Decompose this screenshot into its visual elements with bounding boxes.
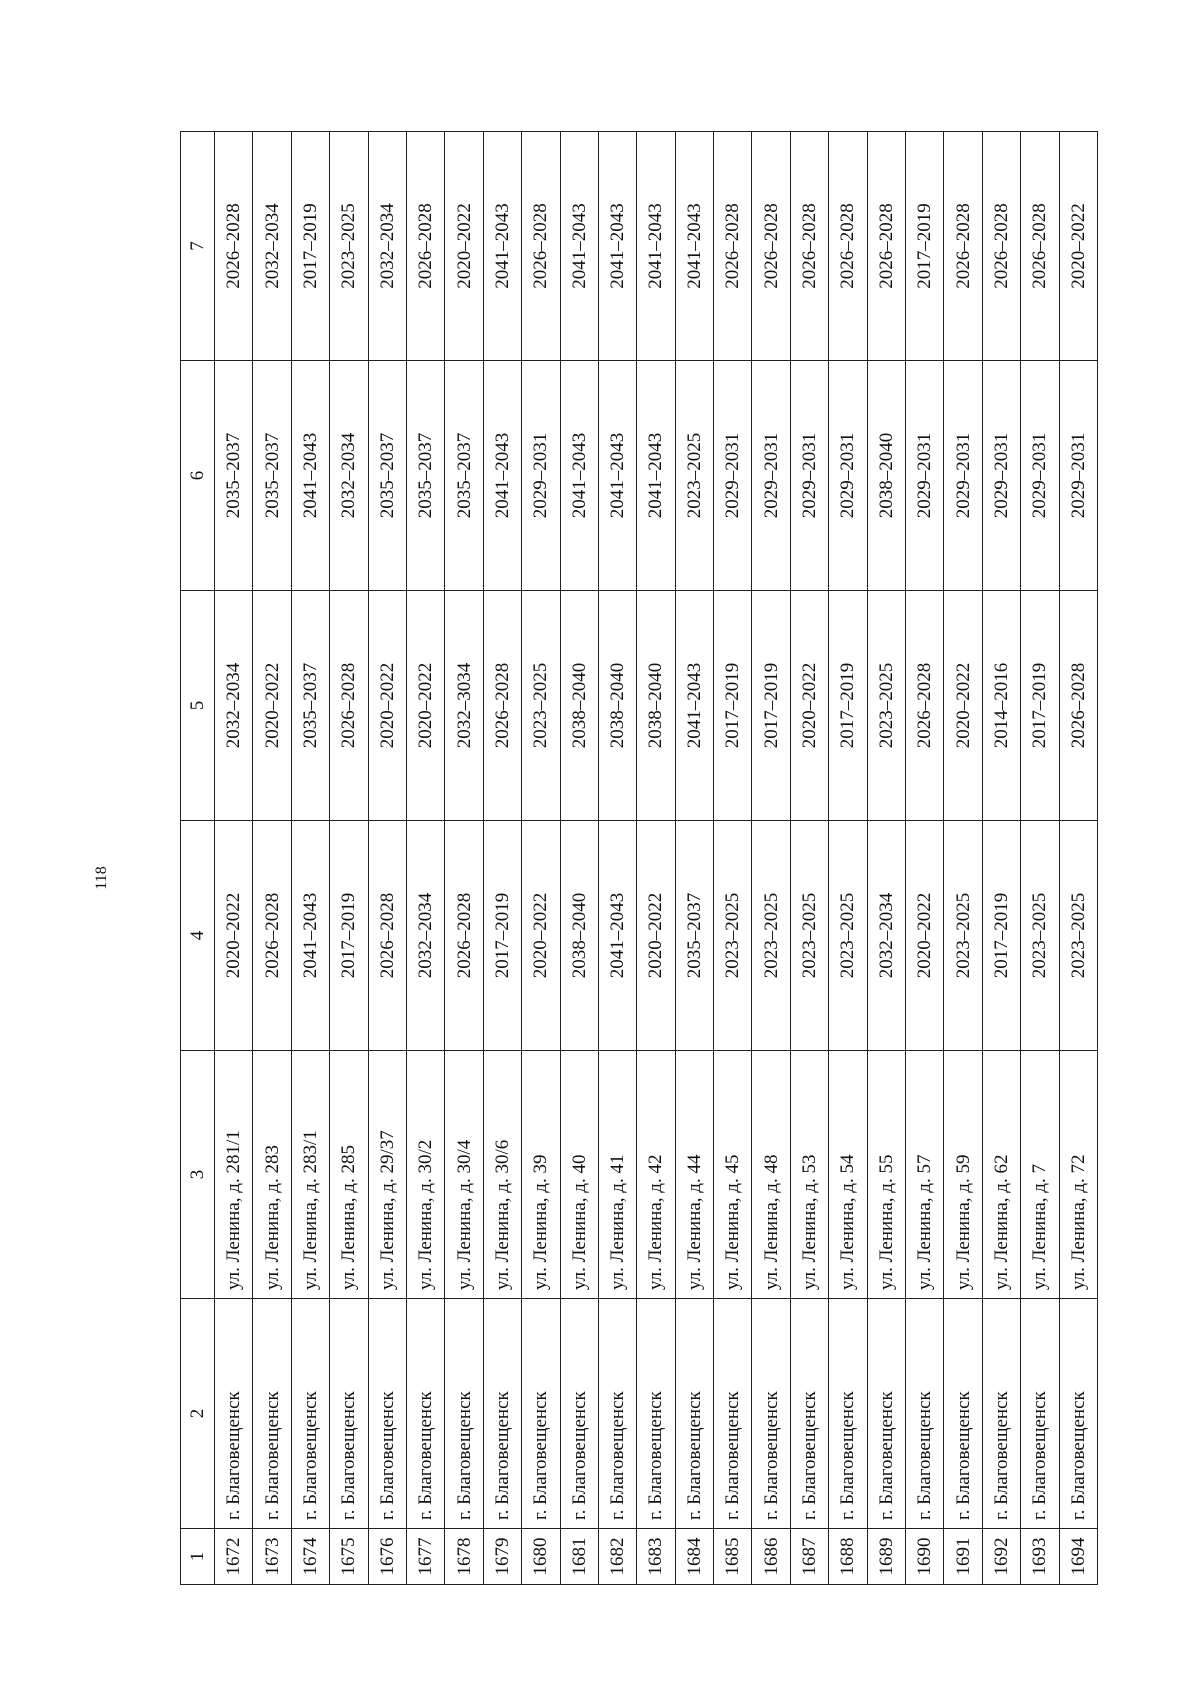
- city-cell: г. Благовещенск: [368, 1299, 406, 1529]
- table-row: [906, 132, 944, 1585]
- period-cell-5: 2038–2040: [560, 591, 598, 821]
- address-cell: ул. Ленина, д. 44: [675, 1051, 713, 1299]
- period-cell-4: 2023–2025: [829, 821, 867, 1051]
- period-cell-5: 2026–2028: [906, 591, 944, 821]
- city-cell: г. Благовещенск: [752, 1299, 790, 1529]
- city-cell: г. Благовещенск: [522, 1299, 560, 1529]
- city-cell: г. Благовещенск: [560, 1299, 598, 1529]
- period-cell-7: 2026–2028: [944, 132, 982, 361]
- period-cell-6: 2029–2031: [982, 361, 1020, 591]
- column-header-5: 5: [181, 591, 215, 821]
- row-number-cell: 1673: [253, 1529, 291, 1585]
- period-cell-6: 2041–2043: [598, 361, 636, 591]
- period-cell-4: 2017–2019: [330, 821, 368, 1051]
- period-cell-5: 2035–2037: [291, 591, 329, 821]
- period-cell-4: 2023–2025: [1021, 821, 1059, 1051]
- address-cell: ул. Ленина, д. 55: [867, 1051, 905, 1299]
- table-header-row: [181, 132, 215, 1585]
- address-cell: ул. Ленина, д. 57: [906, 1051, 944, 1299]
- period-cell-7: 2020–2022: [445, 132, 483, 361]
- period-cell-7: 2041–2043: [637, 132, 675, 361]
- table-row: [675, 132, 713, 1585]
- period-cell-5: 2032–3034: [445, 591, 483, 821]
- period-cell-4: 2035–2037: [675, 821, 713, 1051]
- row-number-cell: 1679: [483, 1529, 521, 1585]
- period-cell-4: 2026–2028: [368, 821, 406, 1051]
- period-cell-5: 2017–2019: [1021, 591, 1059, 821]
- address-cell: ул. Ленина, д. 39: [522, 1051, 560, 1299]
- table-row: [752, 132, 790, 1585]
- period-cell-6: 2041–2043: [291, 361, 329, 591]
- period-cell-4: 2026–2028: [445, 821, 483, 1051]
- column-header-7: 7: [181, 132, 215, 361]
- period-cell-5: 2014–2016: [982, 591, 1020, 821]
- period-cell-6: 2029–2031: [790, 361, 828, 591]
- period-cell-7: 2026–2028: [867, 132, 905, 361]
- period-cell-5: 2041–2043: [675, 591, 713, 821]
- table-row: [330, 132, 368, 1585]
- period-cell-4: 2023–2025: [944, 821, 982, 1051]
- address-cell: ул. Ленина, д. 45: [714, 1051, 752, 1299]
- table-row: [598, 132, 636, 1585]
- table-body: [215, 132, 1098, 1585]
- city-cell: г. Благовещенск: [982, 1299, 1020, 1529]
- period-cell-6: 2035–2037: [253, 361, 291, 591]
- row-number-cell: 1690: [906, 1529, 944, 1585]
- table-row: [867, 132, 905, 1585]
- city-cell: г. Благовещенск: [714, 1299, 752, 1529]
- table-row: [483, 132, 521, 1585]
- period-cell-6: 2023–2025: [675, 361, 713, 591]
- period-cell-5: 2020–2022: [253, 591, 291, 821]
- table-rotator: [180, 132, 1098, 1585]
- column-header-3: 3: [181, 1051, 215, 1299]
- period-cell-4: 2038–2040: [560, 821, 598, 1051]
- table-row: [714, 132, 752, 1585]
- row-number-cell: 1691: [944, 1529, 982, 1585]
- row-number-cell: 1685: [714, 1529, 752, 1585]
- address-cell: ул. Ленина, д. 54: [829, 1051, 867, 1299]
- period-cell-6: 2035–2037: [406, 361, 444, 591]
- period-cell-5: 2026–2028: [1059, 591, 1097, 821]
- table-row: [368, 132, 406, 1585]
- table-row: [637, 132, 675, 1585]
- period-cell-7: 2026–2028: [714, 132, 752, 361]
- period-cell-7: 2026–2028: [522, 132, 560, 361]
- period-cell-4: 2041–2043: [291, 821, 329, 1051]
- row-number-cell: 1680: [522, 1529, 560, 1585]
- row-number-cell: 1677: [406, 1529, 444, 1585]
- period-cell-4: 2020–2022: [637, 821, 675, 1051]
- table-row: [790, 132, 828, 1585]
- address-cell: ул. Ленина, д. 283/1: [291, 1051, 329, 1299]
- address-cell: ул. Ленина, д. 53: [790, 1051, 828, 1299]
- city-cell: г. Благовещенск: [1059, 1299, 1097, 1529]
- address-cell: ул. Ленина, д. 7: [1021, 1051, 1059, 1299]
- city-cell: г. Благовещенск: [445, 1299, 483, 1529]
- period-cell-7: 2026–2028: [790, 132, 828, 361]
- table-row: [291, 132, 329, 1585]
- column-header-1: 1: [181, 1529, 215, 1585]
- period-cell-4: 2020–2022: [522, 821, 560, 1051]
- address-cell: ул. Ленина, д. 281/1: [215, 1051, 253, 1299]
- table-row: [1059, 132, 1097, 1585]
- period-cell-5: 2020–2022: [790, 591, 828, 821]
- period-cell-5: 2038–2040: [598, 591, 636, 821]
- period-cell-4: 2023–2025: [1059, 821, 1097, 1051]
- address-cell: ул. Ленина, д. 62: [982, 1051, 1020, 1299]
- city-cell: г. Благовещенск: [944, 1299, 982, 1529]
- period-cell-5: 2017–2019: [752, 591, 790, 821]
- city-cell: г. Благовещенск: [483, 1299, 521, 1529]
- period-cell-6: 2029–2031: [906, 361, 944, 591]
- period-cell-4: 2017–2019: [483, 821, 521, 1051]
- city-cell: г. Благовещенск: [253, 1299, 291, 1529]
- period-cell-7: 2026–2028: [406, 132, 444, 361]
- row-number-cell: 1693: [1021, 1529, 1059, 1585]
- period-cell-7: 2041–2043: [675, 132, 713, 361]
- period-cell-5: 2020–2022: [944, 591, 982, 821]
- period-cell-6: 2035–2037: [445, 361, 483, 591]
- page-number: 118: [93, 866, 110, 890]
- period-cell-7: 2020–2022: [1059, 132, 1097, 361]
- period-cell-7: 2017–2019: [906, 132, 944, 361]
- period-cell-5: 2038–2040: [637, 591, 675, 821]
- city-cell: г. Благовещенск: [215, 1299, 253, 1529]
- repair-schedule-table: [180, 131, 1098, 1585]
- address-cell: ул. Ленина, д. 41: [598, 1051, 636, 1299]
- address-cell: ул. Ленина, д. 40: [560, 1051, 598, 1299]
- period-cell-7: 2026–2028: [829, 132, 867, 361]
- period-cell-6: 2032–2034: [330, 361, 368, 591]
- period-cell-7: 2032–2034: [368, 132, 406, 361]
- address-cell: ул. Ленина, д. 72: [1059, 1051, 1097, 1299]
- period-cell-4: 2017–2019: [982, 821, 1020, 1051]
- city-cell: г. Благовещенск: [867, 1299, 905, 1529]
- period-cell-7: 2026–2028: [752, 132, 790, 361]
- table-row: [522, 132, 560, 1585]
- period-cell-5: 2020–2022: [368, 591, 406, 821]
- period-cell-4: 2041–2043: [598, 821, 636, 1051]
- period-cell-7: 2026–2028: [1021, 132, 1059, 361]
- period-cell-5: 2017–2019: [829, 591, 867, 821]
- period-cell-6: 2041–2043: [483, 361, 521, 591]
- period-cell-6: 2038–2040: [867, 361, 905, 591]
- city-cell: г. Благовещенск: [330, 1299, 368, 1529]
- period-cell-5: 2026–2028: [483, 591, 521, 821]
- city-cell: г. Благовещенск: [675, 1299, 713, 1529]
- row-number-cell: 1689: [867, 1529, 905, 1585]
- rotated-table-container: [180, 132, 1098, 1585]
- period-cell-6: 2029–2031: [944, 361, 982, 591]
- period-cell-7: 2023–2025: [330, 132, 368, 361]
- table-row: [560, 132, 598, 1585]
- table-row: [944, 132, 982, 1585]
- period-cell-7: 2041–2043: [598, 132, 636, 361]
- row-number-cell: 1688: [829, 1529, 867, 1585]
- row-number-cell: 1684: [675, 1529, 713, 1585]
- period-cell-7: 2026–2028: [215, 132, 253, 361]
- address-cell: ул. Ленина, д. 283: [253, 1051, 291, 1299]
- address-cell: ул. Ленина, д. 48: [752, 1051, 790, 1299]
- table-row: [215, 132, 253, 1585]
- city-cell: г. Благовещенск: [637, 1299, 675, 1529]
- period-cell-6: 2029–2031: [714, 361, 752, 591]
- period-cell-5: 2026–2028: [330, 591, 368, 821]
- address-cell: ул. Ленина, д. 285: [330, 1051, 368, 1299]
- row-number-cell: 1675: [330, 1529, 368, 1585]
- city-cell: г. Благовещенск: [790, 1299, 828, 1529]
- row-number-cell: 1687: [790, 1529, 828, 1585]
- period-cell-4: 2032–2034: [867, 821, 905, 1051]
- period-cell-6: 2041–2043: [637, 361, 675, 591]
- address-cell: ул. Ленина, д. 30/6: [483, 1051, 521, 1299]
- period-cell-6: 2029–2031: [522, 361, 560, 591]
- period-cell-5: 2023–2025: [522, 591, 560, 821]
- period-cell-7: 2041–2043: [483, 132, 521, 361]
- period-cell-6: 2029–2031: [752, 361, 790, 591]
- period-cell-4: 2023–2025: [790, 821, 828, 1051]
- period-cell-7: 2032–2034: [253, 132, 291, 361]
- table-row: [829, 132, 867, 1585]
- row-number-cell: 1676: [368, 1529, 406, 1585]
- period-cell-5: 2032–2034: [215, 591, 253, 821]
- address-cell: ул. Ленина, д. 29/37: [368, 1051, 406, 1299]
- period-cell-7: 2041–2043: [560, 132, 598, 361]
- period-cell-5: 2017–2019: [714, 591, 752, 821]
- row-number-cell: 1672: [215, 1529, 253, 1585]
- period-cell-7: 2026–2028: [982, 132, 1020, 361]
- column-header-2: 2: [181, 1299, 215, 1529]
- row-number-cell: 1678: [445, 1529, 483, 1585]
- period-cell-6: 2041–2043: [560, 361, 598, 591]
- row-number-cell: 1694: [1059, 1529, 1097, 1585]
- city-cell: г. Благовещенск: [598, 1299, 636, 1529]
- row-number-cell: 1683: [637, 1529, 675, 1585]
- address-cell: ул. Ленина, д. 42: [637, 1051, 675, 1299]
- period-cell-4: 2026–2028: [253, 821, 291, 1051]
- address-cell: ул. Ленина, д. 59: [944, 1051, 982, 1299]
- city-cell: г. Благовещенск: [1021, 1299, 1059, 1529]
- address-cell: ул. Ленина, д. 30/4: [445, 1051, 483, 1299]
- row-number-cell: 1692: [982, 1529, 1020, 1585]
- period-cell-6: 2029–2031: [829, 361, 867, 591]
- period-cell-4: 2020–2022: [215, 821, 253, 1051]
- period-cell-6: 2029–2031: [1021, 361, 1059, 591]
- period-cell-5: 2023–2025: [867, 591, 905, 821]
- period-cell-4: 2023–2025: [714, 821, 752, 1051]
- row-number-cell: 1686: [752, 1529, 790, 1585]
- table-row: [1021, 132, 1059, 1585]
- city-cell: г. Благовещенск: [406, 1299, 444, 1529]
- period-cell-5: 2020–2022: [406, 591, 444, 821]
- city-cell: г. Благовещенск: [906, 1299, 944, 1529]
- row-number-cell: 1681: [560, 1529, 598, 1585]
- table-row: [982, 132, 1020, 1585]
- city-cell: г. Благовещенск: [291, 1299, 329, 1529]
- period-cell-6: 2035–2037: [215, 361, 253, 591]
- period-cell-6: 2029–2031: [1059, 361, 1097, 591]
- column-header-4: 4: [181, 821, 215, 1051]
- table-row: [253, 132, 291, 1585]
- table-row: [445, 132, 483, 1585]
- period-cell-4: 2023–2025: [752, 821, 790, 1051]
- row-number-cell: 1682: [598, 1529, 636, 1585]
- city-cell: г. Благовещенск: [829, 1299, 867, 1529]
- period-cell-4: 2020–2022: [906, 821, 944, 1051]
- column-header-6: 6: [181, 361, 215, 591]
- period-cell-7: 2017–2019: [291, 132, 329, 361]
- period-cell-4: 2032–2034: [406, 821, 444, 1051]
- row-number-cell: 1674: [291, 1529, 329, 1585]
- table-row: [406, 132, 444, 1585]
- address-cell: ул. Ленина, д. 30/2: [406, 1051, 444, 1299]
- period-cell-6: 2035–2037: [368, 361, 406, 591]
